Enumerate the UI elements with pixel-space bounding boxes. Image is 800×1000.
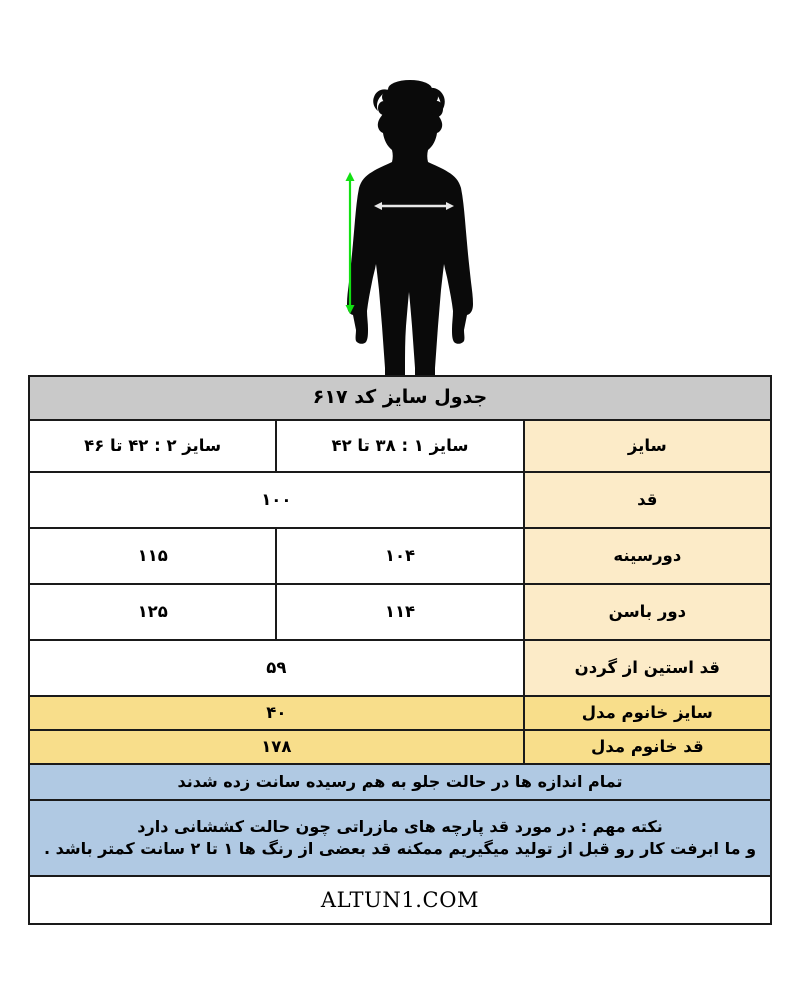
row-value-bust-size2: ۱۱۵ [29, 528, 276, 584]
row-label-hip: دور باسن [524, 584, 771, 640]
site-domain: ALTUN1.COM [29, 876, 771, 924]
note-row [29, 764, 771, 800]
row-value-hip-size2: ۱۲۵ [29, 584, 276, 640]
row-label-height: قد [524, 472, 771, 528]
row-value-hip-size1: ۱۱۴ [276, 584, 523, 640]
row-label-sleeve-from-neck: قد استین از گردن [524, 640, 771, 696]
row-value-model-size: ۴۰ [29, 696, 524, 730]
table-row [29, 528, 771, 584]
table-header-row [29, 420, 771, 472]
table-row-highlight [29, 730, 771, 764]
length-measure-arrow [343, 172, 357, 314]
size-chart-table [28, 375, 772, 925]
table-row [29, 472, 771, 528]
row-label-model-height: قد خانوم مدل [524, 730, 771, 764]
table-title: جدول سایز کد ۶۱۷ [29, 376, 771, 420]
footer-row [29, 876, 771, 924]
header-size-2: سایز ۲ : ۴۲ تا ۴۶ [29, 420, 276, 472]
row-value-bust-size1: ۱۰۴ [276, 528, 523, 584]
table-row-highlight [29, 696, 771, 730]
chest-width-measure-arrow [374, 199, 454, 213]
table-row [29, 584, 771, 640]
header-size-1: سایز ۱ : ۳۸ تا ۴۲ [276, 420, 523, 472]
important-note-row [29, 800, 771, 876]
row-value-model-height: ۱۷۸ [29, 730, 524, 764]
header-label-size: سایز [524, 420, 771, 472]
size-chart-table-wrap [28, 375, 772, 925]
row-value-sleeve-from-neck: ۵۹ [29, 640, 524, 696]
important-note-line-1: نکته مهم : در مورد قد پارچه های مازراتی چون حالت کششانی دارد [137, 817, 663, 837]
important-note-line-2: و ما ابرفت کار رو قبل از تولید میگیریم ممکنه قد بعضی از رنگ ها ۱ تا ۲ سانت کمتر باشد . [43, 839, 757, 858]
row-value-height: ۱۰۰ [29, 472, 524, 528]
row-label-bust: دورسینه [524, 528, 771, 584]
table-title-row [29, 376, 771, 420]
figure-area [0, 0, 800, 375]
row-label-model-size: سایز خانوم مدل [524, 696, 771, 730]
measurement-note: تمام اندازه ها در حالت جلو به هم رسیده سانت زده شدند [29, 764, 771, 800]
table-row [29, 640, 771, 696]
important-note [29, 800, 771, 876]
